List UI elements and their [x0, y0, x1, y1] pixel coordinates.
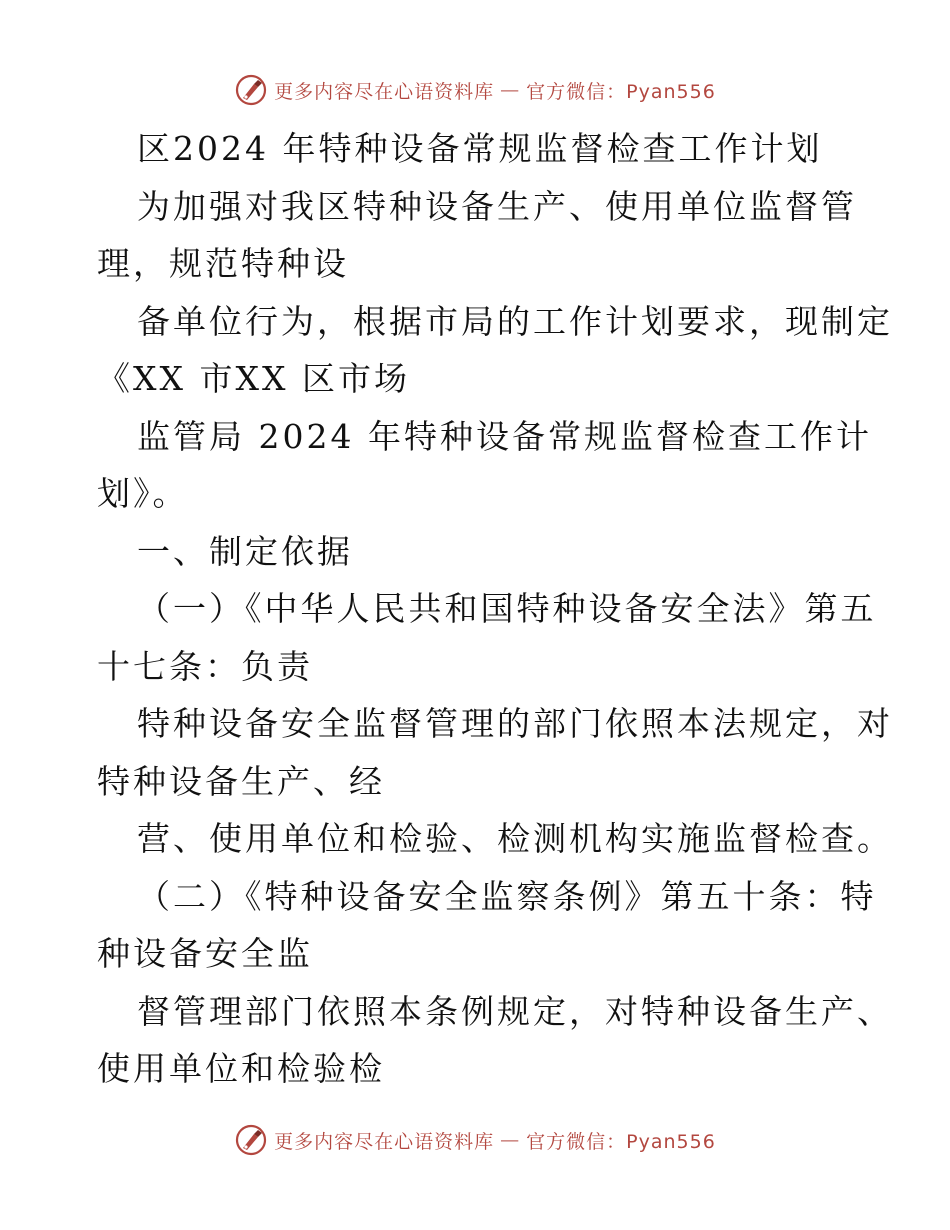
footer-banner-content: [234, 1123, 716, 1157]
header-banner-separator: —: [500, 79, 521, 101]
text-line: 营、使用单位和检验、检测机构实施监督检查。: [137, 819, 893, 858]
header-banner-contact: 官方微信：Pyan556: [526, 80, 716, 103]
footer-banner-text: 更多内容尽在心语资料库: [274, 1130, 495, 1153]
text-line: （一）《中华人民共和国特种设备安全法》第五: [137, 589, 877, 628]
text-line: 监管局 2024 年特种设备常规监督检查工作计: [137, 416, 872, 456]
pen-nib-logo-icon: [234, 1123, 268, 1157]
text-line: 使用单位和检验检: [97, 1049, 385, 1088]
text-line: 《XX 市XX 区市场: [97, 359, 410, 398]
text-line: 划》。: [97, 474, 189, 513]
text-line: 理，规范特种设: [97, 244, 349, 283]
header-banner-content: [234, 73, 716, 107]
text-line: 种设备安全监: [97, 934, 313, 973]
footer-banner: [0, 1120, 950, 1160]
text-line: 特种设备安全监督管理的部门依照本法规定，对: [137, 704, 893, 743]
text-line: 督管理部门依照本条例规定，对特种设备生产、: [137, 991, 893, 1031]
text-line: （二）《特种设备安全监察条例》第五十条：特: [137, 876, 877, 916]
header-banner: [0, 70, 950, 110]
header-banner-text: 更多内容尽在心语资料库: [274, 80, 495, 103]
text-line: 特种设备生产、经: [97, 761, 385, 801]
footer-banner-contact: 官方微信：Pyan556: [526, 1130, 716, 1153]
pen-nib-logo-icon: [234, 73, 268, 107]
text-line: 一、制定依据: [137, 531, 353, 571]
text-line: 区2024 年特种设备常规监督检查工作计划: [137, 129, 823, 168]
text-line: 为加强对我区特种设备生产、使用单位监督管: [137, 186, 857, 226]
document-body: [97, 120, 893, 1098]
text-line: 备单位行为，根据市局的工作计划要求，现制定: [137, 301, 893, 341]
footer-banner-separator: —: [500, 1129, 521, 1151]
text-line: 十七条：负责: [97, 646, 313, 686]
